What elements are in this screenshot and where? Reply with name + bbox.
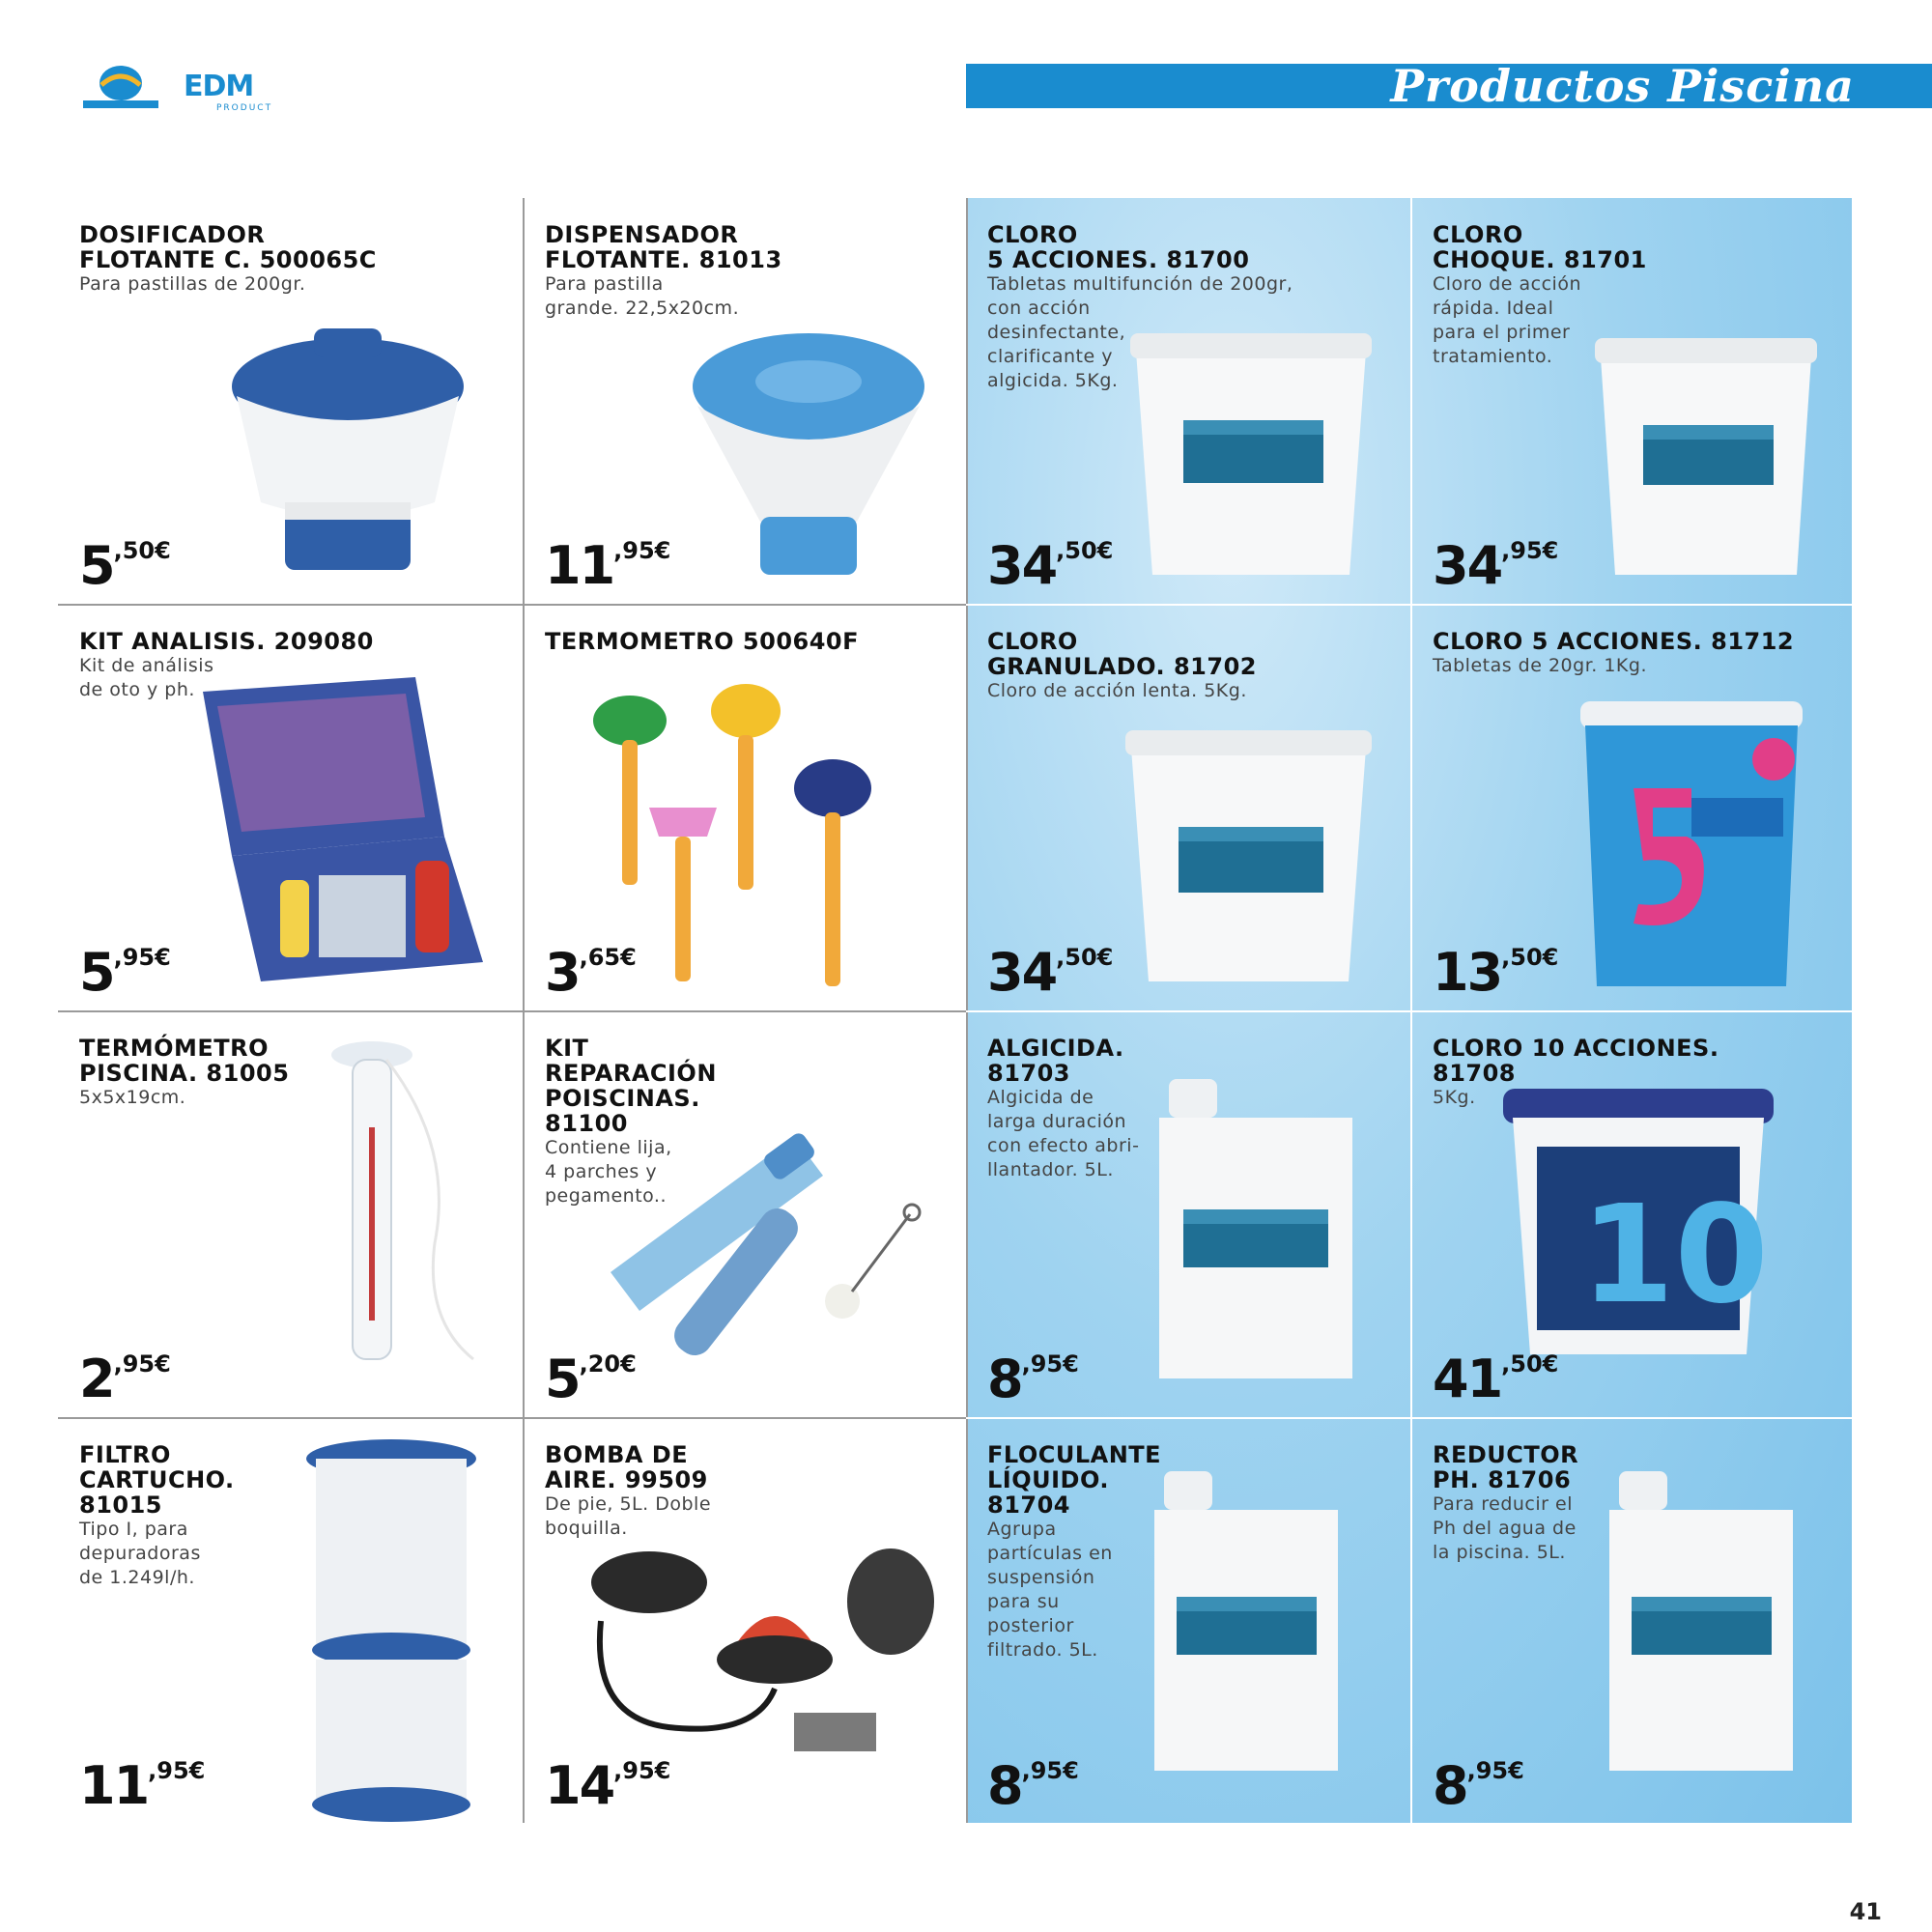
chlorine-bucket-image bbox=[1125, 324, 1377, 584]
product-title: FILTRO CARTUCHO. 81015 Tipo I, para depuradoras de 1.249l/h. bbox=[79, 1442, 398, 1590]
edm-logo bbox=[184, 70, 290, 113]
chlorine-bucket-image bbox=[1121, 721, 1377, 991]
product-card-cloro-10-acciones[interactable] bbox=[1411, 1011, 1856, 1417]
floating-dispenser-image bbox=[688, 328, 929, 589]
product-description: Cloro de acción rápida. Ideal para el primer tratamiento. bbox=[1433, 273, 1581, 367]
product-description: Cloro de acción lenta. 5Kg. bbox=[987, 680, 1247, 701]
product-price: 8,95€ bbox=[1433, 1755, 1524, 1816]
product-title: CLORO 5 ACCIONES. 81700 Tabletas multifunción de 200gr, con acción desinfectante, clarificante y algicida. 5Kg. bbox=[987, 222, 1306, 393]
product-price: 5,50€ bbox=[79, 535, 171, 596]
product-title: FLOCULANTE LÍQUIDO. 81704 Agrupa partículas en suspensión para su posterior filtrado. 5L. bbox=[987, 1442, 1306, 1662]
product-title: CLORO 5 ACCIONES. 81712 Tabletas de 20gr. 1Kg. bbox=[1433, 629, 1838, 678]
product-price: 34,50€ bbox=[987, 942, 1114, 1003]
product-price: 8,95€ bbox=[987, 1755, 1079, 1816]
product-title: CLORO GRANULADO. 81702 Cloro de acción lenta. 5Kg. bbox=[987, 629, 1306, 703]
chlorine-bucket-image bbox=[1590, 328, 1822, 584]
chlorine-10-bucket-image bbox=[1503, 1089, 1774, 1359]
product-title: KIT ANALISIS. 209080 Kit de análisis de oto y ph. bbox=[79, 629, 398, 702]
product-card-dosificador[interactable] bbox=[58, 198, 502, 604]
product-title: BOMBA DE AIRE. 99509 De pie, 5L. Doble boquilla. bbox=[545, 1442, 864, 1541]
product-price: 11,95€ bbox=[79, 1755, 206, 1816]
product-price: 13,50€ bbox=[1433, 942, 1559, 1003]
product-title: TERMÓMETRO PISCINA. 81005 5x5x19cm. bbox=[79, 1036, 398, 1110]
product-title: DISPENSADOR FLOTANTE. 81013 Para pastilla grande. 22,5x20cm. bbox=[545, 222, 864, 321]
floating-dispenser-image bbox=[222, 319, 473, 589]
product-card-cloro-choque[interactable] bbox=[1411, 198, 1856, 604]
product-price: 11,95€ bbox=[545, 535, 671, 596]
product-description: Para pastilla grande. 22,5x20cm. bbox=[545, 273, 740, 319]
product-description: Agrupa partículas en suspensión para su posterior filtrado. 5L. bbox=[987, 1519, 1113, 1661]
product-description: Algicida de larga duración con efecto abri- llantador. 5L. bbox=[987, 1087, 1140, 1180]
product-card-termometro[interactable] bbox=[524, 605, 968, 1010]
pool-thermometer-image bbox=[328, 1031, 493, 1388]
product-description: Para pastillas de 200gr. bbox=[79, 273, 306, 295]
product-card-cloro-5-acciones[interactable] bbox=[966, 198, 1410, 604]
product-description: 5x5x19cm. bbox=[79, 1087, 186, 1108]
store-logo bbox=[77, 56, 164, 114]
product-description: Kit de análisis de oto y ph. bbox=[79, 655, 214, 700]
repair-kit-image bbox=[601, 1108, 929, 1359]
product-card-bomba-aire[interactable] bbox=[524, 1418, 968, 1824]
section-banner bbox=[966, 64, 1932, 108]
svg-text:10: 10 bbox=[1580, 1177, 1769, 1334]
edm-logo-sub: PRODUCT bbox=[216, 103, 273, 113]
product-card-kit-reparacion[interactable] bbox=[524, 1011, 968, 1417]
product-price: 41,50€ bbox=[1433, 1349, 1559, 1409]
product-price: 34,95€ bbox=[1433, 535, 1559, 596]
section-title: Productos Piscina bbox=[1390, 64, 1855, 108]
page-number: 41 bbox=[1849, 1898, 1882, 1925]
product-description: 5Kg. bbox=[1433, 1087, 1476, 1108]
product-card-reductor-ph[interactable] bbox=[1411, 1418, 1856, 1824]
product-card-termometro-piscina[interactable] bbox=[58, 1011, 502, 1417]
product-description: Tabletas multifunción de 200gr, con acción desinfectante, clarificante y algicida. 5Kg. bbox=[987, 273, 1293, 391]
product-card-filtro-cartucho[interactable] bbox=[58, 1418, 502, 1824]
product-title: KIT REPARACIÓN POISCINAS. 81100 Contiene lija, 4 parches y pegamento.. bbox=[545, 1036, 864, 1208]
product-title: DOSIFICADOR FLOTANTE C. 500065C Para pastillas de 200gr. bbox=[79, 222, 398, 297]
algicide-jug-image bbox=[1154, 1074, 1357, 1383]
product-grid bbox=[58, 198, 1852, 1823]
product-card-algicida[interactable] bbox=[966, 1011, 1410, 1417]
product-price: 8,95€ bbox=[987, 1349, 1079, 1409]
product-card-kit-analisis[interactable] bbox=[58, 605, 502, 1010]
product-description: Tabletas de 20gr. 1Kg. bbox=[1433, 655, 1647, 676]
product-description: Tipo I, para depuradoras de 1.249l/h. bbox=[79, 1519, 201, 1588]
product-title: TERMOMETRO 500640F bbox=[545, 628, 860, 655]
product-description: De pie, 5L. Doble boquilla. bbox=[545, 1493, 712, 1539]
chlorine-tub-image bbox=[1576, 701, 1807, 991]
product-price: 34,50€ bbox=[987, 535, 1114, 596]
product-price: 2,95€ bbox=[79, 1349, 171, 1409]
product-title: REDUCTOR PH. 81706 Para reducir el Ph del agua de la piscina. 5L. bbox=[1433, 1442, 1751, 1565]
filter-cartridge-image bbox=[304, 1437, 478, 1824]
flocculant-jug-image bbox=[1150, 1466, 1343, 1776]
product-card-dispensador[interactable] bbox=[524, 198, 968, 604]
product-card-floculante[interactable] bbox=[966, 1418, 1410, 1824]
ph-reducer-jug-image bbox=[1605, 1466, 1798, 1776]
product-title: CLORO CHOQUE. 81701 Cloro de acción rápida. Ideal para el primer tratamiento. bbox=[1433, 222, 1751, 369]
product-title: CLORO 10 ACCIONES. 81708 5Kg. bbox=[1433, 1036, 1838, 1110]
product-price: 3,65€ bbox=[545, 942, 637, 1003]
product-description: Contiene lija, 4 parches y pegamento.. bbox=[545, 1137, 672, 1207]
product-title: ALGICIDA. 81703 Algicida de larga duración con efecto abri- llantador. 5L. bbox=[987, 1036, 1306, 1182]
product-price: 5,20€ bbox=[545, 1349, 637, 1409]
edm-logo-name: EDM bbox=[184, 70, 254, 103]
product-description: Para reducir el Ph del agua de la piscina. 5L. bbox=[1433, 1493, 1577, 1563]
test-kit-image bbox=[193, 672, 493, 991]
product-card-cloro-granulado[interactable] bbox=[966, 605, 1410, 1010]
product-card-cloro-5-acciones-1kg[interactable] bbox=[1411, 605, 1856, 1010]
product-price: 5,95€ bbox=[79, 942, 171, 1003]
product-price: 14,95€ bbox=[545, 1755, 671, 1816]
